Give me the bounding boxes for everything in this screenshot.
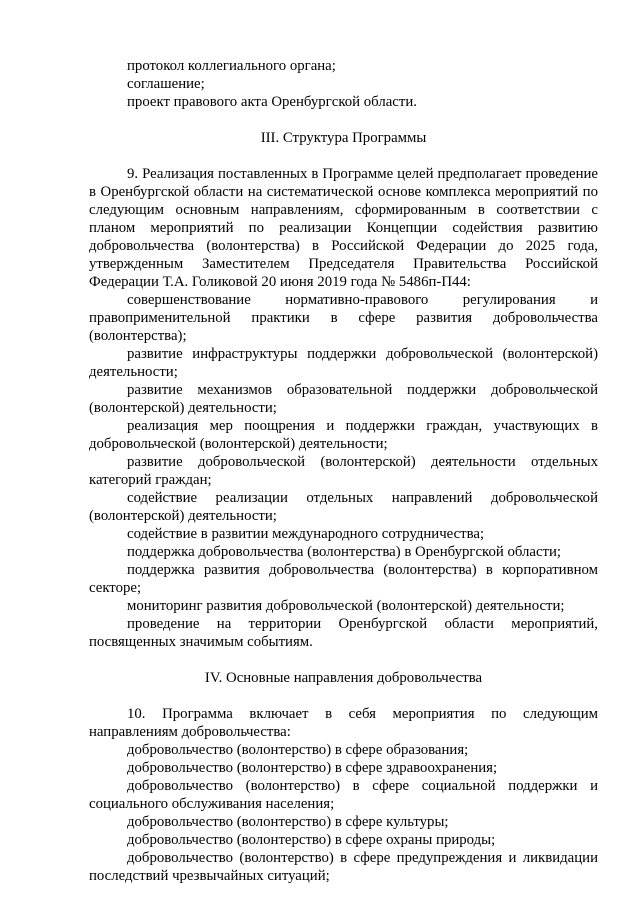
section3-item: проведение на территории Оренбургской области мероприятий, посвященных значимым событиям. [89,616,598,650]
section4-paragraph: 10. Программа включает в себя мероприятия по следующим направлениям добровольчества: [89,706,598,740]
section4-item: добровольчество (волонтерство) в сфере социальной поддержки и социального обслуживания населения; [89,778,598,812]
section3-item: развитие механизмов образовательной поддержки добровольческой (волонтерской) деятельности; [89,382,598,416]
section4-item: добровольчество (волонтерство) в сфере здравоохранения; [127,760,498,776]
section3-item: мониторинг развития добровольческой (волонтерской) деятельности; [127,598,565,614]
intro-item: протокол коллегиального органа; [127,58,336,74]
section3-item: реализация мер поощрения и поддержки граждан, участвующих в добровольческой (волонтерской) деятельности; [89,418,598,452]
section4-item: добровольчество (волонтерство) в сфере охраны природы; [127,832,496,848]
section4-item: добровольчество (волонтерство) в сфере культуры; [127,814,449,830]
section3-paragraph: 9. Реализация поставленных в Программе целей предполагает проведение в Оренбургской области на систематической основе комплекса мероприятий по следующим основным направлениям, сформированным в соответствии с планом мероприятий по реализации Концепции содействия развитию добровольчества (волонтерства) в Российской Федерации до 2025 года, утвержденным Заместителем Председателя Правительства Российской Федерации Т.А. Голиковой 20 июня 2019 года № 5486п-П44: [89,166,598,290]
section3-item: поддержка добровольчества (волонтерства) в Оренбургской области; [127,544,562,560]
intro-item: проект правового акта Оренбургской области. [127,94,417,110]
section4-item: добровольчество (волонтерство) в сфере предупреждения и ликвидации последствий чрезвычайных ситуаций; [89,850,598,884]
section3-item: развитие инфраструктуры поддержки добровольческой (волонтерской) деятельности; [89,346,598,380]
section3-item: содействие реализации отдельных направлений добровольческой (волонтерской) деятельности; [89,490,598,524]
section-heading-4: IV. Основные направления добровольчества [204,670,483,686]
section-heading-3: III. Структура Программы [260,130,427,146]
section3-item: развитие добровольческой (волонтерской) деятельности отдельных категорий граждан; [89,454,598,488]
section3-item: содействие в развитии международного сотрудничества; [127,526,485,542]
intro-item: соглашение; [127,76,205,92]
section4-item: добровольчество (волонтерство) в сфере образования; [127,742,469,758]
section3-item: совершенствование нормативно-правового регулирования и правоприменительной практики в сфере развития добровольчества (волонтерства); [89,292,598,344]
section3-item: поддержка развития добровольчества (волонтерства) в корпоративном секторе; [89,562,598,596]
document-body [89,57,598,885]
